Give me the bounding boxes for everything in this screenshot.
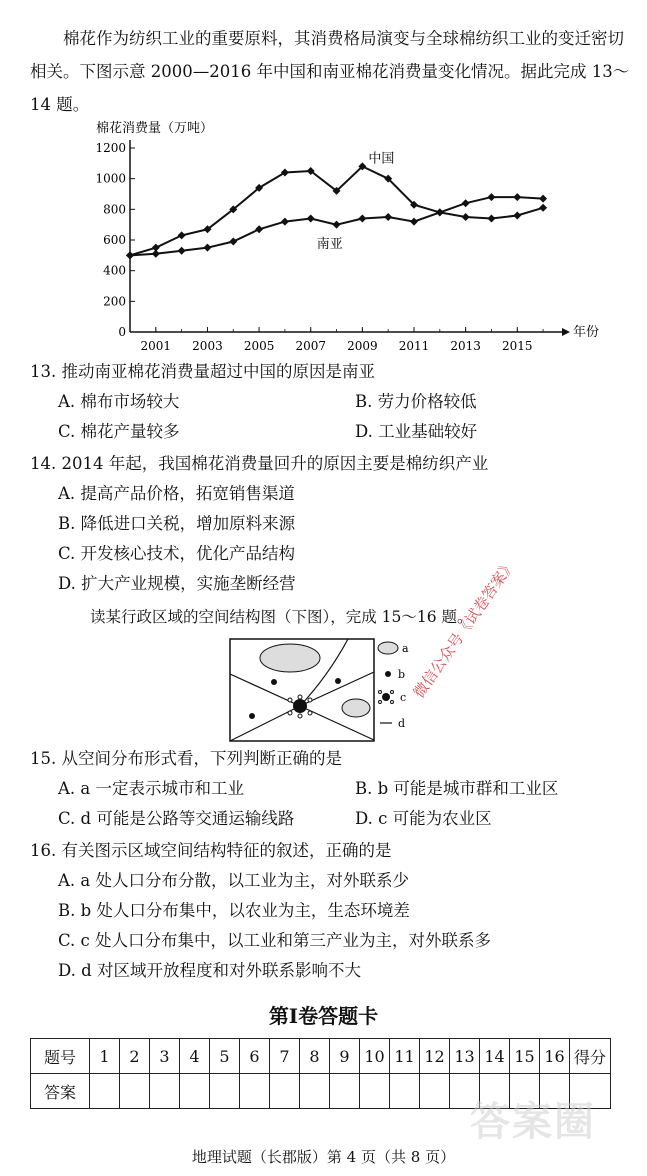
q15-option-c: C. d 可能是公路等交通运输线路	[58, 809, 295, 828]
center-c	[293, 699, 307, 713]
question-number-cell: 12	[420, 1039, 450, 1074]
point-b-2	[271, 679, 277, 685]
answer-cell[interactable]	[90, 1074, 120, 1109]
answer-card-title: 第Ⅰ卷答题卡	[268, 1004, 379, 1028]
answer-cell[interactable]	[180, 1074, 210, 1109]
q13-option-d: D. 工业基础较好	[355, 422, 478, 441]
y-tick-label: 400	[103, 263, 126, 278]
page-footer: 地理试题（长郡版）第 4 页（共 8 页）	[191, 1148, 456, 1166]
legend-a-label: a	[402, 642, 409, 655]
question-number-cell: 9	[330, 1039, 360, 1074]
data-point	[462, 213, 470, 221]
q15-stem: 15. 从空间分布形式看，下列判断正确的是	[30, 749, 342, 768]
data-point	[152, 250, 160, 258]
data-point	[462, 199, 470, 207]
q16-stem: 16. 有关图示区域空间结构特征的叙述，正确的是	[30, 841, 392, 860]
data-point	[487, 193, 495, 201]
data-point	[178, 247, 186, 255]
legend-b-symbol	[385, 671, 391, 677]
data-point	[487, 215, 495, 223]
question-number-cell: 1	[90, 1039, 120, 1074]
q14-option-a: A. 提高产品价格，拓宽销售渠道	[58, 484, 295, 503]
q16-option-c: C. c 处人口分布集中，以工业和第三产业为主，对外联系多	[58, 931, 492, 950]
watermark-text: 微信公众号《试卷答案》	[409, 555, 520, 702]
q13-option-c: C. 棉花产量较多	[58, 422, 180, 441]
answer-cell[interactable]	[330, 1074, 360, 1109]
x-axis-arrow	[562, 328, 570, 336]
data-point	[539, 204, 547, 212]
legend-b-label: b	[398, 668, 406, 681]
y-tick-label: 200	[103, 294, 126, 309]
data-point	[410, 218, 418, 226]
question-number-cell: 7	[270, 1039, 300, 1074]
data-point	[178, 231, 186, 239]
q15-option-b: B. b 可能是城市群和工业区	[355, 779, 559, 798]
x-axis-label: 年份	[573, 325, 600, 340]
q16-option-d: D. d 对区域开放程度和对外联系影响不大	[58, 961, 361, 980]
q15-option-d: D. c 可能为农业区	[355, 809, 492, 828]
legend-c-symbol	[382, 693, 390, 701]
question-number-cell: 14	[480, 1039, 510, 1074]
cotton-chart	[90, 118, 610, 354]
intro-paragraph: 棉花作为纺织工业的重要原料，其消费格局演变与全球棉纺织工业的变迁密切相关。下图示意 2000—2016 年中国和南亚棉花消费量变化情况。据此完成 13～14 题。	[30, 29, 630, 114]
answer-cell[interactable]	[300, 1074, 330, 1109]
data-point	[513, 211, 521, 219]
intro-15-16: 读某行政区域的空间结构图（下图），完成 15～16 题。	[90, 608, 473, 626]
y-axis-label: 棉花消费量（万吨）	[96, 121, 214, 136]
series-label-china: 中国	[368, 151, 395, 167]
q14-option-b: B. 降低进口关税，增加原料来源	[58, 514, 296, 533]
x-tick-label: 2011	[398, 339, 430, 350]
q15-option-a: A. a 一定表示城市和工业	[58, 779, 244, 798]
x-tick-label: 2013	[450, 339, 481, 350]
legend-c-label: c	[400, 691, 407, 704]
data-point	[384, 213, 392, 221]
y-tick-label: 0	[118, 325, 126, 339]
point-b-1	[249, 713, 255, 719]
question-number-cell: 5	[210, 1039, 240, 1074]
q16-option-b: B. b 处人口分布集中，以农业为主，生态环境差	[58, 901, 410, 920]
y-tick-label: 1200	[95, 141, 126, 155]
y-tick-label: 800	[103, 202, 126, 217]
x-tick-label: 2001	[140, 339, 172, 350]
answer-cell[interactable]	[270, 1074, 300, 1109]
data-point	[281, 218, 289, 226]
question-number-cell: 2	[120, 1039, 150, 1074]
question-number-cell: 8	[300, 1039, 330, 1074]
row-label-number: 题号	[31, 1039, 90, 1074]
score-label: 得分	[570, 1039, 611, 1074]
question-number-cell: 6	[240, 1039, 270, 1074]
area-a-1	[260, 644, 320, 672]
area-a-2	[342, 699, 370, 717]
answer-cell[interactable]	[390, 1074, 420, 1109]
y-tick-label: 1000	[95, 171, 126, 186]
answer-cell[interactable]	[360, 1074, 390, 1109]
series-label-southasia: 南亚	[316, 237, 343, 252]
answer-card-row-numbers	[31, 1039, 611, 1074]
data-point	[307, 215, 315, 223]
answer-cell[interactable]	[240, 1074, 270, 1109]
data-point	[333, 221, 341, 229]
question-number-cell: 4	[180, 1039, 210, 1074]
data-point	[539, 195, 547, 203]
question-number-cell: 13	[450, 1039, 480, 1074]
x-tick-label: 2015	[501, 339, 533, 350]
answer-cell[interactable]	[420, 1074, 450, 1109]
q16-option-a: A. a 处人口分布分散，以工业为主，对外联系少	[58, 871, 409, 890]
question-number-cell: 16	[540, 1039, 570, 1074]
question-number-cell: 11	[390, 1039, 420, 1074]
question-number-cell: 15	[510, 1039, 540, 1074]
data-point	[126, 251, 134, 259]
data-point	[229, 238, 237, 246]
answer-cell[interactable]	[210, 1074, 240, 1109]
q13-option-a: A. 棉布市场较大	[58, 392, 180, 411]
x-tick-label: 2005	[243, 339, 275, 350]
legend-a-symbol	[378, 642, 398, 654]
legend-d-label: d	[398, 717, 406, 730]
corner-watermark: 答案圈	[470, 1099, 596, 1145]
data-point	[358, 215, 366, 223]
answer-cell[interactable]	[150, 1074, 180, 1109]
y-tick-label: 600	[103, 233, 126, 247]
x-tick-label: 2009	[347, 339, 378, 350]
data-point	[255, 225, 263, 233]
point-b-3	[335, 678, 341, 684]
spatial-diagram	[228, 636, 428, 750]
question-number-cell: 3	[150, 1039, 180, 1074]
answer-cell[interactable]	[120, 1074, 150, 1109]
x-tick-label: 2007	[295, 339, 327, 350]
q14-option-c: C. 开发核心技术，优化产品结构	[58, 544, 296, 563]
q13-option-b: B. 劳力价格较低	[355, 392, 477, 411]
q14-option-d: D. 扩大产业规模，实施垄断经营	[58, 574, 296, 593]
q14-stem: 14. 2014 年起，我国棉花消费量回升的原因主要是棉纺织产业	[30, 454, 489, 473]
chart-svg	[90, 118, 610, 350]
data-point	[203, 244, 211, 252]
question-number-cell: 10	[360, 1039, 390, 1074]
q13-stem: 13. 推动南亚棉花消费量超过中国的原因是南亚	[30, 362, 375, 381]
x-tick-label: 2003	[192, 339, 223, 350]
row-label-answer: 答案	[31, 1074, 90, 1109]
spatial-diagram-svg	[228, 636, 428, 746]
data-point	[436, 208, 444, 216]
data-point	[513, 193, 521, 201]
